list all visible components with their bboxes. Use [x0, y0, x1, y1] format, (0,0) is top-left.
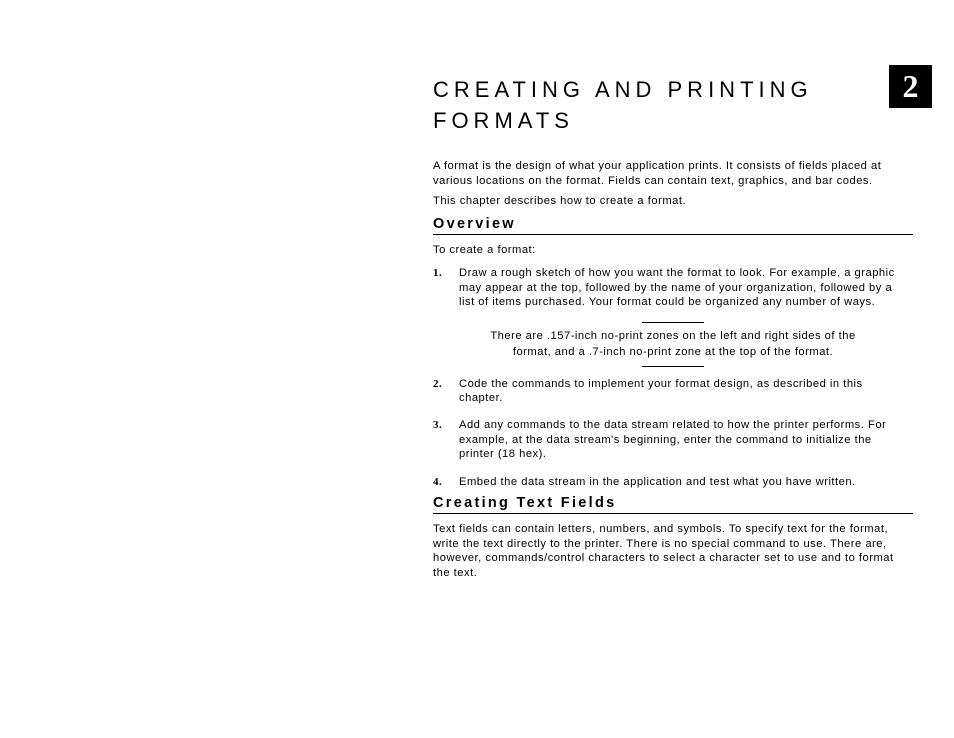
note-rule-top	[642, 322, 704, 323]
intro-paragraph-chapter-scope: This chapter describes how to create a format.	[433, 195, 687, 208]
page-content	[433, 74, 913, 586]
section-heading-creating-text-fields: Creating Text Fields	[433, 494, 913, 514]
chapter-title: CREATING AND PRINTING FORMATS	[433, 77, 813, 133]
step-text: Draw a rough sketch of how you want the format to look. For example, a graphic may appear at the top, followed by the name of your organization, followed by a list of items purchased. Your format could be organized any number of ways.	[459, 267, 895, 309]
step-number: 1.	[433, 267, 443, 280]
overview-lead: To create a format:	[433, 243, 536, 256]
section-heading-overview: Overview	[433, 215, 913, 235]
note-box	[433, 322, 913, 367]
steps-list	[433, 266, 913, 489]
list-item	[433, 377, 913, 406]
chapter-number-badge: 2	[889, 65, 932, 108]
note-text: There are .157-inch no-print zones on the left and right sides of the format, and a .7-inch no-print zone at the top of the format.	[490, 329, 856, 358]
list-item	[433, 266, 913, 309]
intro-paragraph: A format is the design of what your application prints. It consists of fields placed at various locations on the format. Fields can contain text, graphics, and bar codes.	[433, 160, 882, 187]
step-text: Code the commands to implement your format design, as described in this chapter.	[459, 377, 863, 404]
step-number: 3.	[433, 419, 443, 432]
step-text: Embed the data stream in the application and test what you have written.	[459, 475, 856, 488]
list-item	[433, 475, 913, 489]
step-number: 4.	[433, 475, 443, 488]
note-rule-bottom	[642, 366, 704, 367]
text-fields-paragraph: Text fields can contain letters, numbers, and symbols. To specify text for the format, write the text directly to the printer. There is no special command to use. There are, however, commands/control characters to select a character set to use and to format the text.	[433, 523, 894, 579]
list-item	[433, 418, 913, 461]
step-number: 2.	[433, 377, 443, 390]
step-text: Add any commands to the data stream related to how the printer performs. For example, at the data stream's beginning, enter the command to initialize the printer (18 hex).	[459, 419, 887, 461]
